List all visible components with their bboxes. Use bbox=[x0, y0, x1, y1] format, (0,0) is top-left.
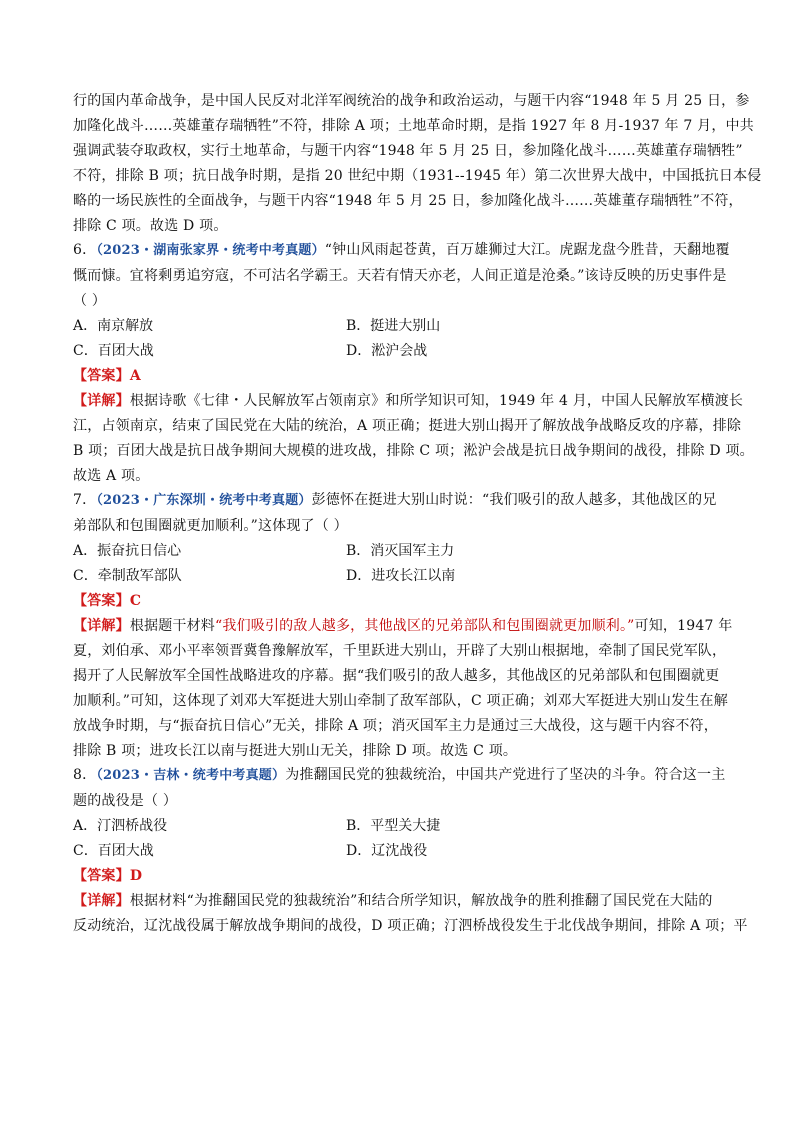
answer-value: A bbox=[129, 367, 141, 384]
stem-text: 题的战役是（ ） bbox=[73, 793, 178, 810]
detail-quote: “我们吸引的敌人越多，其他战区的兄弟部队和包围圈就更加顺利。” bbox=[215, 617, 635, 634]
text-line: 不符，排除 B 项；抗日战争时期，是指 20 世纪中期（1931--1945 年）第二次世界大战中，中国抵抗日本侵 bbox=[73, 167, 762, 184]
option-c: C．牵制敌军部队 bbox=[73, 568, 182, 585]
stem-text: 彭德怀在挺进大别山时说：“我们吸引的敌人越多，其他战区的兄 bbox=[311, 492, 717, 509]
question-number: 8． bbox=[73, 767, 97, 784]
answer-label: 【答案】 bbox=[73, 593, 130, 610]
question-source: （2023・吉林・统考中考真题） bbox=[96, 768, 286, 784]
detail-text: 排除 B 项；进攻长江以南与挺进大别山无关，排除 D 项。故选 C 项。 bbox=[73, 742, 518, 759]
options-row bbox=[73, 314, 723, 339]
option-b: B．消灭国军主力 bbox=[346, 543, 455, 560]
detail-text: 根据材料“为推翻国民党的独裁统治”和结合所学知识，解放战争的胜利推翻了国民党在大陆的 bbox=[129, 892, 713, 909]
answer-value: C bbox=[129, 593, 142, 610]
option-a: A．汀泗桥战役 bbox=[73, 818, 168, 835]
question-source: （2023・广东深圳・统考中考真题） bbox=[96, 493, 312, 509]
options-row bbox=[73, 564, 723, 589]
detail-label: 【详解】 bbox=[73, 892, 130, 909]
answer-value: D bbox=[129, 868, 143, 884]
answer-label: 【答案】 bbox=[73, 367, 130, 384]
option-d: D．辽沈战役 bbox=[346, 843, 428, 860]
detail-text: B 项；百团大战是抗日战争期间大规模的进攻战，排除 C 项；淞沪会战是抗日战争期间的战役，排除 D 项。 bbox=[73, 442, 754, 459]
detail-line bbox=[73, 889, 723, 914]
detail-text: 揭开了人民解放军全国性战略进攻的序幕。据“我们吸引的敌人越多，其他战区的兄弟部队和包围圈就更 bbox=[73, 667, 720, 684]
option-d: D．进攻长江以南 bbox=[346, 568, 456, 585]
previous-explanation bbox=[73, 89, 762, 238]
stem-text: 弟部队和包围圈就更加顺利。”这体现了（ ） bbox=[73, 518, 348, 535]
question-stem bbox=[73, 488, 723, 514]
option-d: D．淞沪会战 bbox=[346, 343, 428, 360]
question-number: 7． bbox=[73, 492, 97, 509]
text-line: 加隆化战斗……英雄董存瑞牺牲”不符，排除 A 项；土地革命时期，是指 1927 年 8 月-1937 年 7 月，中共 bbox=[73, 117, 754, 134]
options-row bbox=[73, 839, 723, 864]
detail-line bbox=[73, 614, 733, 639]
answer-line bbox=[73, 864, 723, 889]
stem-text: 慨而慷。宜将剩勇追穷寇，不可沽名学霸王。天若有情天亦老，人间正道是沧桑。”该诗反映的历史事件是 bbox=[73, 268, 727, 285]
text-line: 强调武装夺取政权，实行土地革命，与题干内容“1948 年 5 月 25 日，参加隆化战斗……英雄董存瑞牺牲” bbox=[73, 142, 743, 159]
question-7 bbox=[73, 488, 733, 763]
detail-label: 【详解】 bbox=[73, 392, 130, 409]
text-line: 排除 C 项。故选 D 项。 bbox=[73, 217, 228, 234]
text-line: 行的国内革命战争，是中国人民反对北洋军阀统治的战争和政治运动，与题干内容“1948 年 5 月 25 日，参 bbox=[73, 93, 750, 109]
detail-text: 江，占领南京，结束了国民党在大陆的统治，A 项正确；挺进大别山揭开了解放战争战略反攻的序幕，排除 bbox=[73, 417, 742, 434]
text-line: 略的一场民族性的全面战争，与题干内容“1948 年 5 月 25 日，参加隆化战斗……英雄董存瑞牺牲”不符， bbox=[73, 192, 743, 209]
detail-text: 加顺利。”可知，这体现了刘邓大军挺进大别山牵制了敌军部队，C 项正确；刘邓大军挺进大别山发生在解 bbox=[73, 692, 728, 709]
question-source: （2023・湖南张家界・统考中考真题） bbox=[96, 243, 325, 259]
option-c: C．百团大战 bbox=[73, 843, 154, 860]
document-page bbox=[73, 89, 762, 939]
detail-text: 根据题干材料 bbox=[129, 617, 216, 634]
option-c: C．百团大战 bbox=[73, 343, 154, 360]
options-row bbox=[73, 814, 723, 839]
answer-label: 【答案】 bbox=[73, 868, 130, 884]
answer-line bbox=[73, 364, 723, 389]
answer-line bbox=[73, 589, 723, 614]
answer-blank: （ ） bbox=[73, 293, 107, 310]
question-number: 6． bbox=[73, 242, 97, 259]
detail-text: 可知，1947 年 bbox=[634, 617, 733, 634]
detail-text: 故选 A 项。 bbox=[73, 467, 150, 484]
option-b: B．挺进大别山 bbox=[346, 318, 441, 335]
detail-label: 【详解】 bbox=[73, 617, 130, 634]
option-b: B．平型关大捷 bbox=[346, 818, 441, 835]
option-a: A．振奋抗日信心 bbox=[73, 543, 182, 560]
option-a: A．南京解放 bbox=[73, 318, 154, 335]
detail-text: 放战争时期，与“振奋抗日信心”无关，排除 A 项；消灭国军主力是通过三大战役，这与题干内容不符， bbox=[73, 717, 718, 734]
options-row bbox=[73, 539, 723, 564]
detail-line bbox=[73, 389, 744, 414]
detail-text: 根据诗歌《七律・人民解放军占领南京》和所学知识可知，1949 年 4 月，中国人民解放军横渡长 bbox=[129, 392, 744, 409]
question-8 bbox=[73, 763, 748, 938]
options-row bbox=[73, 339, 723, 364]
detail-text: 夏，刘伯承、邓小平率领晋冀鲁豫解放军，千里跃进大别山，开辟了大别山根据地，牵制了国民党军队， bbox=[73, 642, 727, 659]
question-stem bbox=[73, 763, 726, 789]
detail-text: 反动统治，辽沈战役属于解放战争期间的战役，D 项正确；汀泗桥战役发生于北伐战争期间，排除 A 项；平 bbox=[73, 917, 748, 934]
question-6 bbox=[73, 238, 754, 488]
stem-text: 为推翻国民党的独裁统治，中国共产党进行了坚决的斗争。符合这一主 bbox=[285, 767, 726, 784]
stem-text: “钟山风雨起苍黄，百万雄狮过大江。虎踞龙盘今胜昔，天翻地覆 bbox=[324, 242, 730, 259]
question-stem bbox=[73, 238, 730, 264]
